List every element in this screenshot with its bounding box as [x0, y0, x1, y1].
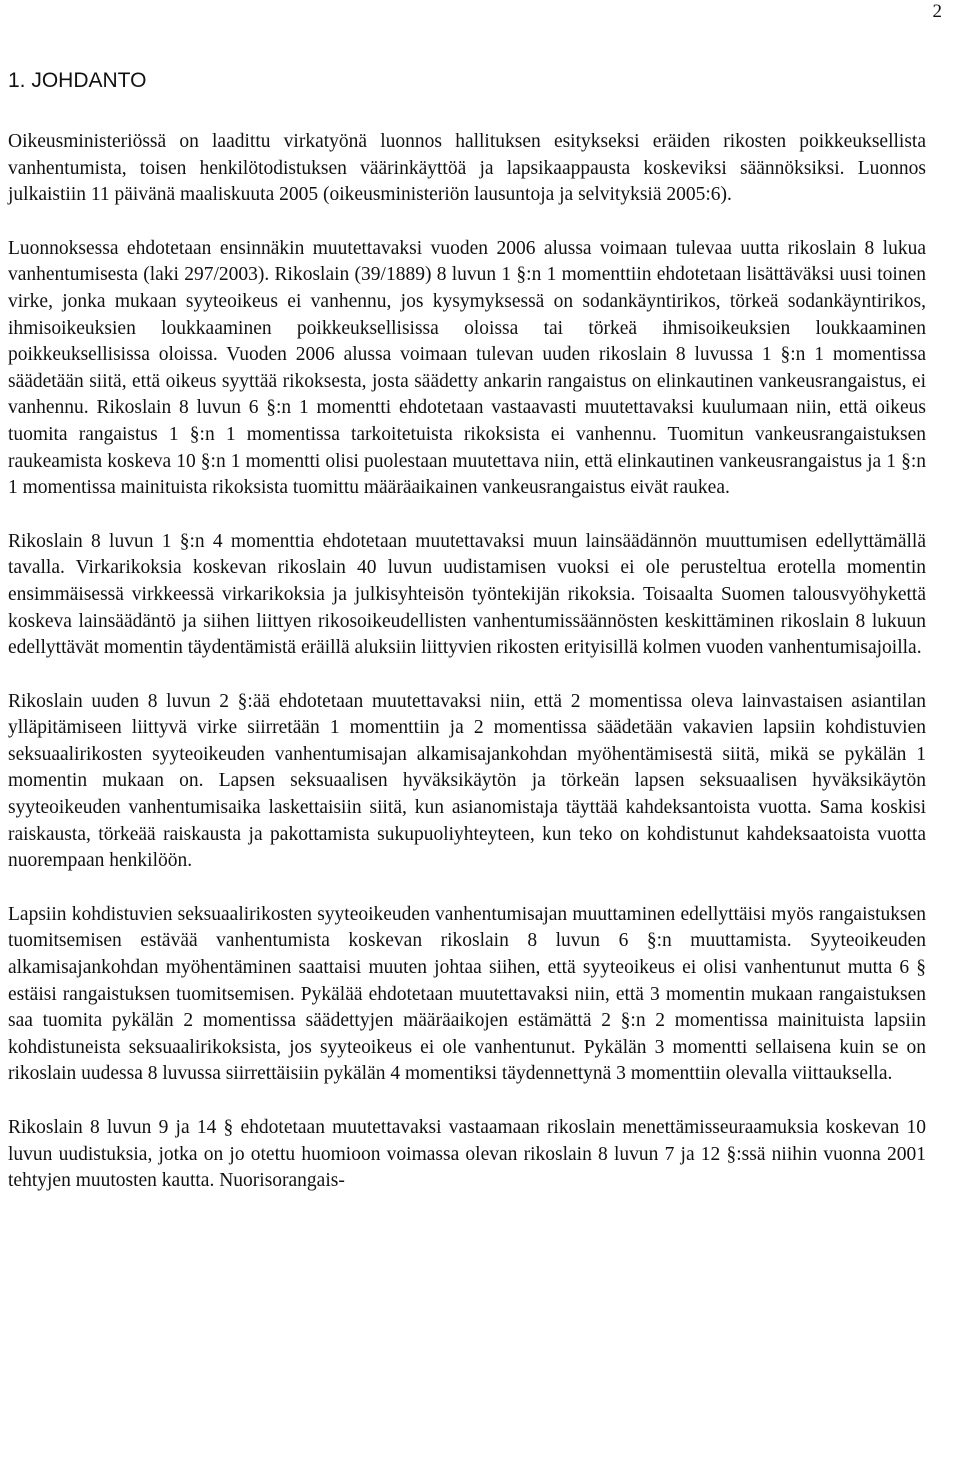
paragraph-3: Rikoslain 8 luvun 1 §:n 4 momenttia ehdotetaan muutettavaksi muun lainsäädännön muuttumisen edellyttämällä tavalla. Virkarikoksia koskevan rikoslain 40 luvun uudistamisen vuoksi ei ole perusteltua erotella momentin ensimmäisessä virkkeessä virkarikoksia ja julkisyhteisön työntekijän rikoksia. Toisaalta Suomen talousvyöhykettä koskeva lainsäädäntö ja siihen liittyen rikosoikeudellisten vanhentumissäännösten keskittäminen rikoslain 8 lukuun edellyttävät momentin täydentämistä eräillä aluksiin liittyvien rikosten erityisillä kolmen vuoden vanhentumisajoilla.	[8, 530, 926, 659]
paragraph-4: Rikoslain uuden 8 luvun 2 §:ää ehdotetaan muutettavaksi niin, että 2 momentissa oleva lainvastaisen asiantilan ylläpitämiseen liittyvä virke siirretään 1 momenttiin ja 2 momentissa säädetään vakavien lapsiin kohdistuvien seksuaalirikosten syyteoikeuden vanhentumisajan alkamisajankohdan myöhentämisestä siitä, mikä se pykälän 1 momentin mukaan on. Lapsen seksuaalisen hyväksikäytön ja törkeän lapsen seksuaalisen hyväksikäytön syyteoikeuden vanhentumisaika laskettaisiin siitä, kun asianomistaja täyttää kahdeksantoista vuotta. Sama koskisi raiskausta, törkeää raiskausta ja pakottamista sukupuoliyhteyteen, kun teko on kohdistunut kahdeksaatoista vuotta nuorempaan henkilöön.	[8, 690, 926, 872]
document-body	[8, 129, 926, 1222]
paragraph-2: Luonnoksessa ehdotetaan ensinnäkin muutettavaksi vuoden 2006 alussa voimaan tulevaa uutta rikoslain 8 lukua vanhentumisesta (laki 297/2003). Rikoslain (39/1889) 8 luvun 1 §:n 1 momenttiin ehdotetaan lisättäväksi uusi toinen virke, jonka mukaan syyteoikeus ei vanhennu, jos kysymyksessä on sodankäyntirikos, törkeä sodankäyntirikos, ihmisoikeuksien loukkaaminen poikkeuksellisissa oloissa tai törkeä ihmisoikeuksien loukkaaminen poikkeuksellisissa oloissa. Vuoden 2006 alussa voimaan tulevan uuden rikoslain 8 luvussa 1 §:n 1 momentissa säädetään siitä, että oikeus syyttää rikoksesta, josta säädetty ankarin rangaistus on elinkautinen vankeusrangaistus, ei vanhennu. Rikoslain 8 luvun 6 §:n 1 momentti ehdotetaan vastaavasti muutettavaksi kuulumaan niin, että oikeus tuomita rangaistus 1 §:n 1 momentissa tarkoitetuista rikoksista ei vanhennu. Tuomitun vankeusrangaistuksen raukeamista koskeva 10 §:n 1 momentti olisi puolestaan muutettava niin, että elinkautinen vankeusrangaistus ja 1 §:n 1 momentissa mainituista rikoksista tuomittu määräaikainen vankeusrangaistus eivät raukea.	[8, 237, 926, 499]
page-number: 2	[932, 1, 942, 22]
paragraph-1: Oikeusministeriössä on laadittu virkatyönä luonnos hallituksen esitykseksi eräiden rikosten poikkeuksellista vanhentumista, toisen henkilötodistuksen väärinkäyttöä ja lapsikaappausta koskeviksi säännöksiksi. Luonnos julkaistiin 11 päivänä maaliskuuta 2005 (oikeusministeriön lausuntoja ja selvityksiä 2005:6).	[8, 131, 926, 206]
paragraph-5: Lapsiin kohdistuvien seksuaalirikosten syyteoikeuden vanhentumisajan muuttaminen edellyttäisi myös rangaistuksen tuomitsemisen estävää vanhentumista koskevan rikoslain 8 luvun 6 §:n muuttamista. Syyteoikeuden alkamisajankohdan myöhentäminen saattaisi muuten johtaa siihen, että syyteoikeus ei olisi vanhentunut mutta 6 § estäisi rangaistuksen tuomitsemisen. Pykälää ehdotetaan muutettavaksi niin, että 3 momentin mukaan rangaistuksen saa tuomita pykälän 2 momentissa säädettyjen määräaikojen estämättä 2 §:n 2 momentissa mainituista lapsiin kohdistuneista seksuaalirikoksista, jos syyteoikeus ei ole vanhentunut. Pykälän 3 momentti sellaisena kuin se on rikoslain uudessa 8 luvussa siirrettäisiin pykälän 4 momentiksi täydennettynä 3 momenttiin olevalla viittauksella.	[8, 903, 926, 1085]
section-heading: 1. JOHDANTO	[8, 69, 147, 92]
paragraph-6: Rikoslain 8 luvun 9 ja 14 § ehdotetaan muutettavaksi vastaamaan rikoslain menettämisseuraamuksia koskevan 10 luvun uudistuksia, jotka on jo otettu huomioon voimassa olevan rikoslain 8 luvun 7 ja 12 §:ssä niihin vuonna 2001 tehtyjen muutosten kautta. Nuorisorangais-	[8, 1117, 926, 1192]
